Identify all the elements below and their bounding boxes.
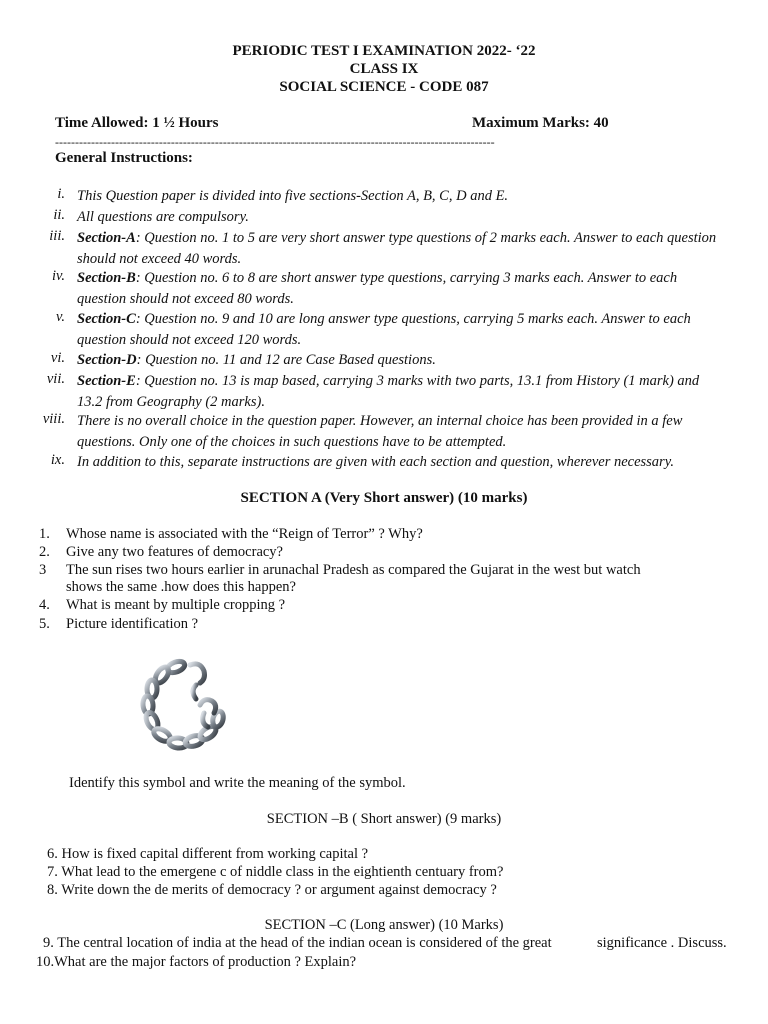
broken-chain-icon [138, 655, 238, 755]
instruction-item: In addition to this, separate instructions are given with each section and question, wherever necessary. [77, 454, 674, 470]
question-item: 10.What are the major factors of production ? Explain? [36, 954, 357, 970]
class-title: CLASS IX [349, 61, 419, 77]
question-number: 1. [39, 526, 50, 542]
instruction-number: vii. [46, 371, 65, 387]
question-text: shows the same .how does this happen? [66, 579, 296, 595]
instruction-number: v. [56, 309, 65, 325]
instruction-number: ix. [50, 452, 65, 468]
instruction-number: vi. [50, 350, 65, 366]
question-number: 2. [39, 544, 50, 560]
question-text: Whose name is associated with the “Reign of Terror” ? Why? [66, 526, 423, 542]
maximum-marks: Maximum Marks: 40 [472, 115, 609, 131]
question-number: 3 [39, 562, 47, 578]
instruction-item: Section-A: Question no. 1 to 5 are very short answer type questions of 2 marks each. Answer to each question should not exceed 40 words. [77, 230, 717, 267]
instruction-number: ii. [53, 207, 65, 223]
question-item: 7. What lead to the emergene c of niddle class in the eightienth centuary from? [47, 864, 504, 880]
question-text: What is meant by multiple cropping ? [66, 597, 286, 613]
instruction-item: Section-D: Question no. 11 and 12 are Case Based questions. [77, 352, 436, 368]
question-item: 8. Write down the de merits of democracy ? or argument against democracy ? [47, 882, 497, 898]
question-text: Give any two features of democracy? [66, 544, 283, 560]
instruction-item: Section-B: Question no. 6 to 8 are short answer type questions, carrying 3 marks each. Answer to each question should not exceed 80 words. [77, 270, 678, 307]
instruction-item: This Question paper is divided into five sections-Section A, B, C, D and E. [77, 188, 509, 204]
exam-title: PERIODIC TEST I EXAMINATION 2022- ‘22 [232, 43, 536, 59]
picture-prompt: Identify this symbol and write the meaning of the symbol. [69, 775, 406, 791]
instruction-item: Section-E: Question no. 13 is map based, carrying 3 marks with two parts, 13.1 from History (1 mark) and 13.2 from Geography (2 marks). [77, 373, 700, 410]
instruction-item: Section-C: Question no. 9 and 10 are long answer type questions, carrying 5 marks each. Answer to each question should not exceed 120 words. [77, 311, 691, 348]
instruction-number: i. [57, 186, 65, 202]
instruction-number: iv. [51, 268, 65, 284]
question-number: 4. [39, 597, 50, 613]
divider-rule: -------------------------------------------------------------------------------------------------------------- [55, 135, 495, 149]
question-item-continued: significance . Discuss. [597, 935, 727, 951]
subject-title: SOCIAL SCIENCE - CODE 087 [279, 79, 489, 95]
instruction-item: There is no overall choice in the question paper. However, an internal choice has been provided in a few questions. Only one of the choices in such questions have to be attempted. [77, 413, 683, 450]
instructions-heading: General Instructions: [55, 150, 193, 166]
question-number: 5. [39, 616, 50, 632]
instruction-item: All questions are compulsory. [77, 209, 249, 225]
instruction-number: iii. [49, 228, 65, 244]
question-item: 6. How is fixed capital different from working capital ? [47, 846, 369, 862]
time-allowed: Time Allowed: 1 ½ Hours [55, 115, 219, 131]
question-item: 9. The central location of india at the head of the indian ocean is considered of the great [43, 935, 552, 951]
section-b-title: SECTION –B ( Short answer) (9 marks) [266, 811, 502, 827]
section-a-title: SECTION A (Very Short answer) (10 marks) [240, 490, 528, 506]
section-c-title: SECTION –C (Long answer) (10 Marks) [264, 917, 504, 933]
question-text: Picture identification ? [66, 616, 199, 632]
question-text: The sun rises two hours earlier in arunachal Pradesh as compared the Gujarat in the west but watch [66, 562, 641, 578]
instruction-number: viii. [42, 411, 65, 427]
